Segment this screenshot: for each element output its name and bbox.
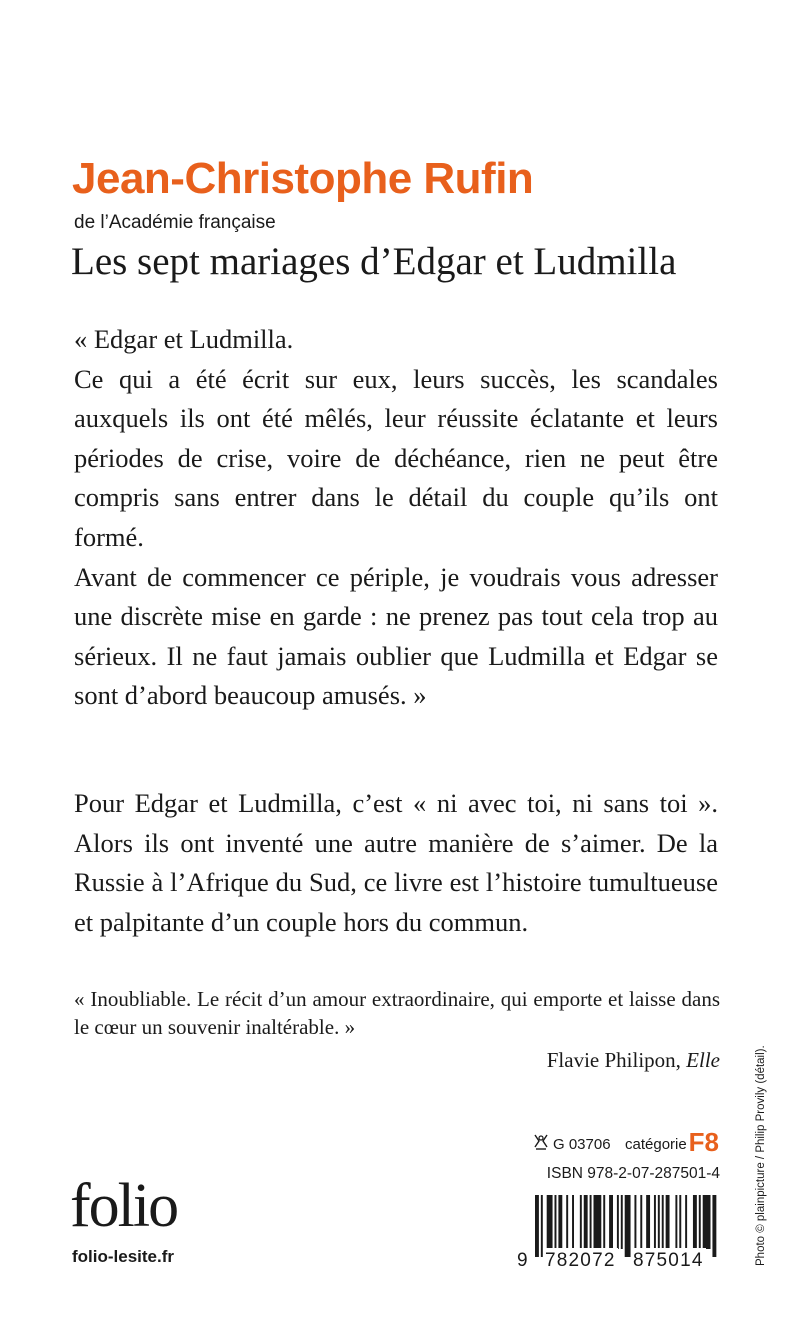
barcode-bar [634,1195,636,1249]
barcode-bar [566,1195,568,1249]
book-title: Les sept mariages d’Edgar et Ludmilla [71,240,677,283]
barcode-bar [703,1195,711,1249]
barcode-bar [640,1195,642,1249]
category-code: F8 [688,1127,719,1157]
author-name: Jean-Christophe Rufin [72,154,534,203]
barcode-bar [547,1195,553,1249]
barcode-bar [675,1195,677,1249]
barcode-bar [558,1195,562,1249]
review-credit [547,1046,720,1074]
barcode-bar [590,1195,592,1249]
barcode-group-1: 782072 [543,1248,618,1274]
barcode-bar [580,1195,582,1249]
catalog-row [533,1127,719,1159]
barcode-bar [584,1195,588,1249]
photo-credit: Photo © plainpicture / Philip Provily (détail). [755,1045,767,1266]
folio-logo: folio [70,1172,178,1240]
barcode-bar [617,1195,619,1249]
barcode-lead-digit: 9 [517,1250,529,1271]
excerpt-paragraph-3: Avant de commencer ce périple, je voudrais vous adresser une discrète mise en garde : ne prenez pas tout cela trop au sérieux. Il ne faut jamais oublier que Ludmilla et Edgar se sont d’abord beaucoup amusés. » [74,561,718,711]
review-quote: « Inoubliable. Le récit d’un amour extraordinaire, qui emporte et laisse dans le cœur un souvenir inaltérable. » [74,987,720,1039]
barcode-bar [685,1195,687,1249]
barcode-bar [654,1195,656,1249]
barcode-bar [666,1195,670,1249]
barcode-group-2: 875014 [631,1248,706,1274]
excerpt-paragraph-2: Ce qui a été écrit sur eux, leurs succès, les scandales auxquels ils ont été mêlés, leur réussite éclatante et leurs périodes de crise, voire de déchéance, rien ne peut être compris sans entrer dans le détail du couple qu’ils ont formé. [74,363,718,552]
barcode-digits [517,1248,721,1274]
excerpt-quote [74,320,718,716]
excerpt-paragraph-1: « Edgar et Ludmilla. [74,324,294,354]
review-critic: Flavie Philipon, [546,1048,681,1072]
press-review [74,985,720,1041]
barcode-bar [555,1195,557,1249]
barcode-bar [609,1195,613,1249]
category-label: catégorie [625,1136,687,1153]
book-summary [74,784,718,942]
barcode-bar [679,1195,681,1249]
catalog-code: G 03706 [553,1136,611,1153]
isbn: ISBN 978-2-07-287501-4 [546,1165,720,1182]
barcode-bar [646,1195,650,1249]
publisher-website: folio-lesite.fr [72,1247,175,1266]
barcode-bar [621,1195,623,1249]
author-affiliation: de l’Académie française [74,212,276,233]
barcode-bar [699,1195,701,1249]
barcode-bar [603,1195,605,1249]
barcode-bar [693,1195,697,1249]
barcode-bar [572,1195,574,1249]
barcode-bar [658,1195,660,1249]
gallimard-icon [533,1133,549,1156]
barcode-bar [662,1195,664,1249]
barcode-bar [594,1195,602,1249]
review-publication: Elle [686,1048,720,1072]
summary-paragraph: Pour Edgar et Ludmilla, c’est « ni avec toi, ni sans toi ». Alors ils ont inventé une autre manière de s’aimer. De la Russie à l’Afrique du Sud, ce livre est l’histoire tumultueuse et palpitante d’un couple hors du commun. [74,788,718,937]
